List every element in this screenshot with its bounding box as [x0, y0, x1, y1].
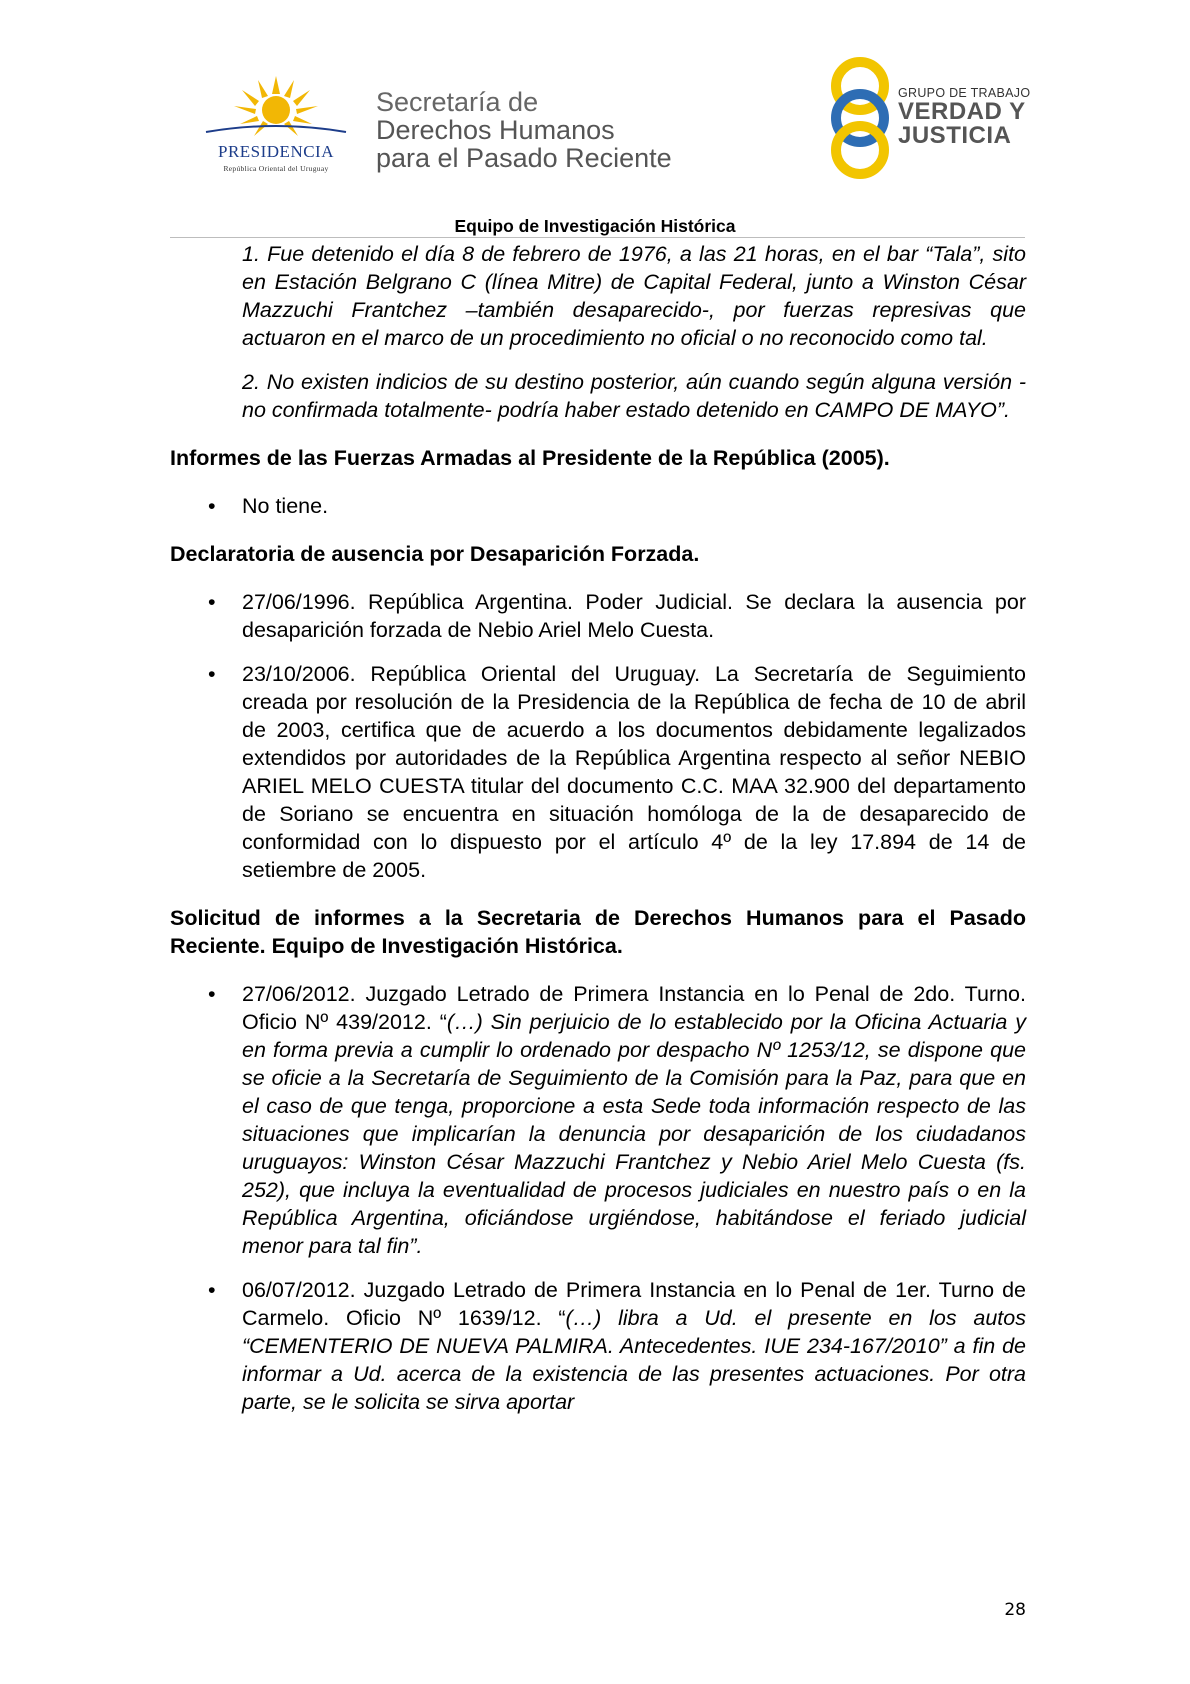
declaratoria-list [170, 588, 1026, 884]
presidencia-subtitle: República Oriental del Uruguay [223, 164, 329, 173]
list-item-text-plain: 06/07/2012. Juzgado Letrado de Primera Instancia en lo Penal de 1er. Turno de Carmelo. Oficio Nº 1639/12. “ [242, 1278, 1026, 1330]
section-heading-declaratoria: Declaratoria de ausencia por Desaparición Forzada. [170, 542, 700, 566]
document-body [170, 240, 1026, 1416]
list-item [170, 1276, 1026, 1416]
verdad-justicia-text [898, 86, 1058, 148]
presidencia-logo [196, 76, 356, 176]
bullet-icon: • [208, 982, 216, 1006]
bullet-icon: • [208, 1278, 216, 1302]
list-item [170, 492, 1026, 520]
list-item [170, 660, 1026, 884]
secretaria-line-2: Derechos Humanos [376, 115, 615, 145]
page-number: 28 [1004, 1600, 1026, 1620]
list-item [170, 980, 1026, 1260]
informes-list [170, 492, 1026, 520]
gvj-line-1: GRUPO DE TRABAJO [898, 86, 1031, 100]
sun-emblem-icon [196, 76, 356, 142]
paragraph-1: 1. Fue detenido el día 8 de febrero de 1976, a las 21 horas, en el bar “Tala”, sito en Estación Belgrano C (línea Mitre) de Capital Federal, junto a Winston César Mazzuchi Frantchez –también desaparecido-, por fuerzas represivas que actuaron en el marco de un procedimiento no oficial o no reconocido como tal. [242, 242, 1026, 350]
list-item-text-plain: 27/06/2012. Juzgado Letrado de Primera Instancia en lo Penal de 2do. Turno. Oficio Nº 439/2012. “ [242, 982, 1026, 1034]
paragraph-2: 2. No existen indicios de su destino posterior, aún cuando según alguna versión -no confirmada totalmente- podría haber estado detenido en CAMPO DE MAYO”. [242, 370, 1026, 422]
list-item-text: No tiene. [242, 494, 329, 518]
header-divider [170, 237, 1025, 238]
bullet-icon: • [208, 662, 216, 686]
team-label: Equipo de Investigación Histórica [454, 216, 736, 236]
solicitud-list [170, 980, 1026, 1416]
gvj-line-3: JUSTICIA [898, 122, 1012, 149]
secretaria-line-3: para el Pasado Reciente [376, 143, 672, 173]
verdad-justicia-logo [820, 56, 900, 182]
bullet-icon: • [208, 494, 216, 518]
list-item [170, 588, 1026, 644]
list-item-text-quote: (…) Sin perjuicio de lo establecido por la Oficina Actuaria y en forma previa a cumplir lo ordenado por despacho Nº 1253/12, se dispone que se oficie a la Secretaría de Seguimiento de la Comisión para la Paz, para que en el caso de que tenga, proporcione a esta Sede toda información respecto de las situaciones que implicarían la denuncia por desaparición de los ciudadanos uruguayos: Winston César Mazzuchi Frantchez y Nebio Ariel Melo Cuesta (fs. 252), que incluya la eventualidad de procesos judiciales en nuestro país o en la República Argentina, oficiándose urgiéndose, habitándose el feriado judicial menor para tal fin”. [242, 1010, 1026, 1258]
gvj-line-2: VERDAD Y [898, 98, 1026, 125]
list-item-text-quote: (…) libra a Ud. el presente en los autos “CEMENTERIO DE NUEVA PALMIRA. Antecedentes. IUE 234-167/2010” a fin de informar a Ud. acerca de la existencia de las presentes actuaciones. Por otra parte, se le solicita se sirva aportar [242, 1306, 1026, 1414]
presidencia-name: PRESIDENCIA [217, 142, 334, 161]
list-item-text: 23/10/2006. República Oriental del Uruguay. La Secretaría de Seguimiento creada por resolución de la Presidencia de la República de fecha de 10 de abril de 2003, certifica que de acuerdo a los documentos debidamente legalizados extendidos por autoridades de la República Argentina respecto al señor NEBIO ARIEL MELO CUESTA titular del documento C.C. MAA 32.900 del departamento de Soriano se encuentra en situación homóloga de la de desaparecido de conformidad con lo dispuesto por el artículo 4º de la ley 17.894 de 14 de setiembre de 2005. [242, 662, 1026, 882]
list-item-text: 27/06/1996. República Argentina. Poder Judicial. Se declara la ausencia por desaparición forzada de Nebio Ariel Melo Cuesta. [242, 590, 1026, 642]
secretaria-line-1: Secretaría de [376, 87, 539, 117]
bullet-icon: • [208, 590, 216, 614]
secretaria-title [376, 88, 736, 172]
interlocked-rings-icon [820, 56, 900, 182]
section-heading-solicitud: Solicitud de informes a la Secretaria de Derechos Humanos para el Pasado Reciente. Equipo de Investigación Histórica. [170, 906, 1026, 958]
page-header [0, 0, 1190, 240]
section-heading-informes: Informes de las Fuerzas Armadas al Presidente de la República (2005). [170, 446, 890, 470]
